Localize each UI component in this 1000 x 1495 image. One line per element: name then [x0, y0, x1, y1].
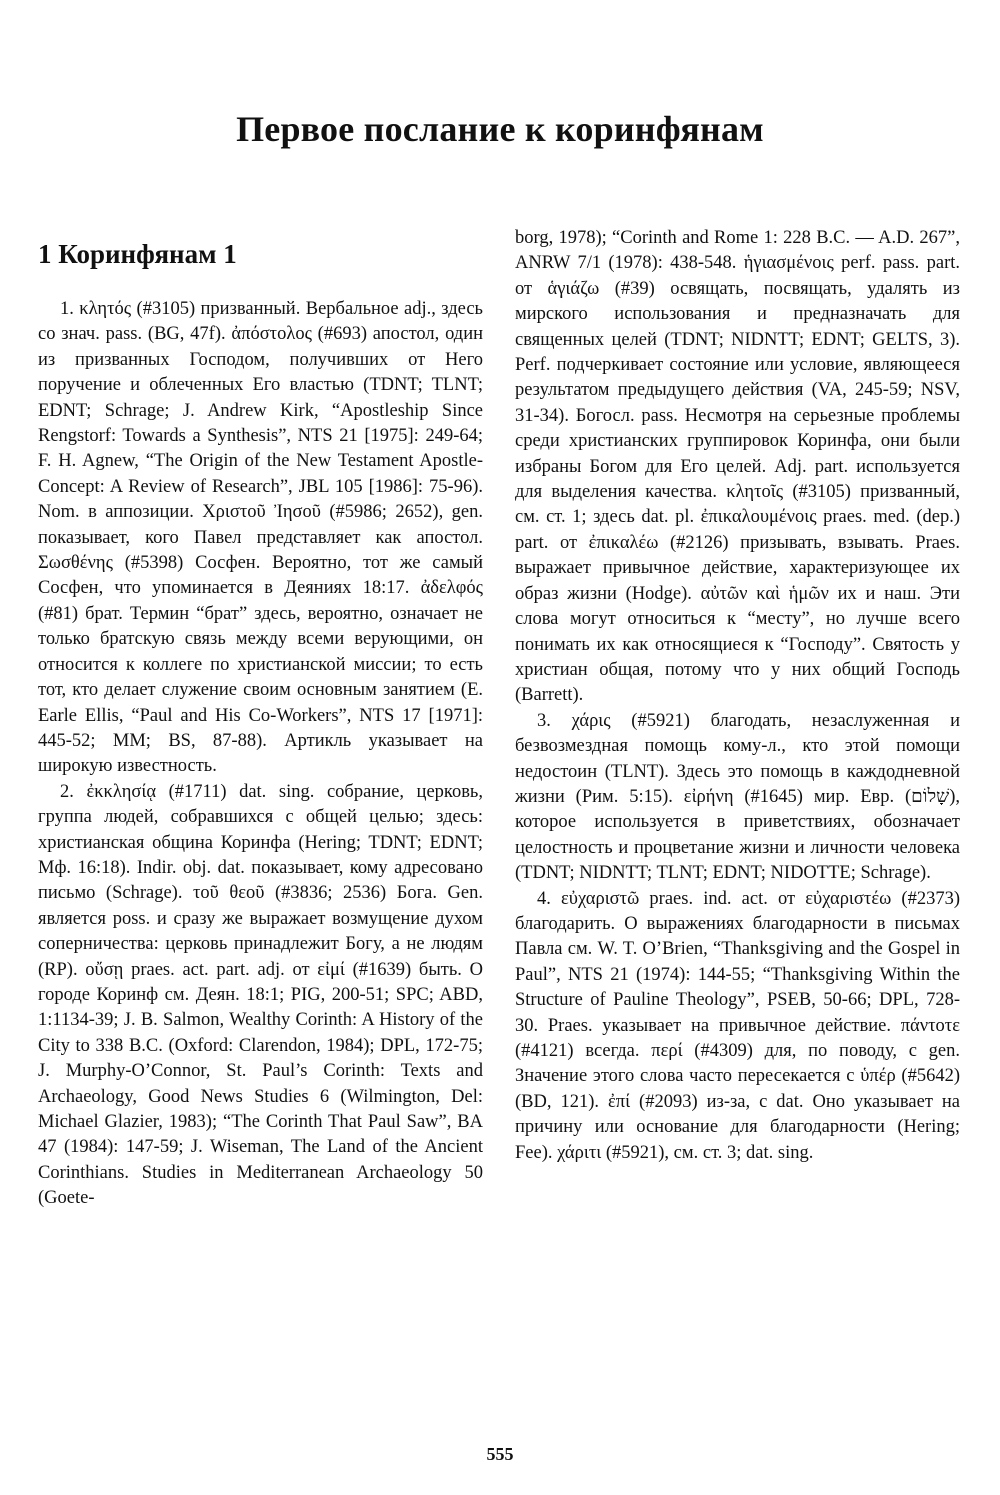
entry-verse-2-continued: borg, 1978); “Corinth and Rome 1: 228 B.C. — A.D. 267”, ANRW 7/1 (1978): 438-548. ἡγιασμένοις perf. pass. part. от ἁγιάζω (#39) освящать, посвящать, удалять из мирского использования и предназначать для священных целей (TDNT; NIDNTT; EDNT; GELTS, 3). Perf. подчеркивает состояние или условие, являющееся результатом предыдущего действия (VA, 245-59; NSV, 31-34). Богосл. pass. Несмотря на серьезные проблемы среди христианских группировок Коринфа, они были избраны Богом для Его целей. Adj. part. используется для выделения качества. κλητοῖς (#3105) призванный, см. ст. 1; здесь dat. pl. ἐπικαλουμένοις praes. med. (dep.) part. от ἐπικαλέω (#2126) призывать, взывать. Praes. выражает привычное действие, характеризующее их образ жизни (Hodge). αὐτῶν καὶ ἡμῶν их и наш. Эти слова могут относиться к “месту”, но лучше всего понимать их как относящиеся к “Господу”. Святость у христиан общая, потому что у них общий Господь (Barrett).: [515, 228, 960, 706]
page-number: 555: [486, 1444, 514, 1464]
entry-verse-4: 4. εὐχαριστῶ praes. ind. act. от εὐχαριστέω (#2373) благодарить. О выражениях благодарности в письмах Павла см. W. T. O’Brien, “Thanksgiving and the Gospel in Paul”, NTS 21 (1974): 144-55; “Thanksgiving Within the Structure of Pauline Theology”, PSEB, 50-66; DPL, 728-30. Praes. указывает на привычное действие. πάντοτε (#4121) всегда. περί (#4309) для, по поводу, с gen. Значение этого слова часто пересекается с ὑπέρ (#5642)(BD, 121). ἐπί (#2093) из-за, с dat. Оно указывает на причину или основание для благодарности (Hering; Fee). χάριτι (#5921), см. ст. 3; dat. sing.: [515, 888, 960, 1163]
chapter-heading: 1 Коринфянам 1: [38, 239, 237, 269]
left-column: [38, 226, 483, 1212]
entry-verse-1: 1. κλητός (#3105) призванный. Вербальное adj., здесь со знач. pass. (BG, 47f). ἀπόστολος (#693) апостол, один из призванных Господом, получивших от Него поручение и облеченных Его властью (TDNT; TLNT; EDNT; Schrage; J. Andrew Kirk, “Apostleship Since Rengstorf: Towards a Synthesis”, NTS 21 [1975]: 249-64; F. H. Agnew, “The Origin of the New Testament Apostle-Concept: A Review of Research”, JBL 105 [1986]: 75-96). Nom. в аппозиции. Χριστοῦ Ἰησοῦ (#5986; 2652), gen. показывает, кого Павел представляет как апостол. Σωσθένης (#5398) Сосфен. Вероятно, тот же самый Сосфен, что упоминается в Деяниях 18:17. ἀδελφός (#81) брат. Термин “брат” здесь, вероятно, означает не только братскую связь между всеми верующими, он относится к коллеге по христианской миссии; то есть тот, кто делает служение своим основным занятием (E. Earle Ellis, “Paul and His Co-Workers”, NTS 17 [1971]: 445-52; MM; BS, 87-88). Артикль указывает на широкую известность.: [38, 299, 483, 777]
entry-verse-3: 3. χάρις (#5921) благодать, незаслуженная и безвозмездная помощь кому-л., кто этой помощи недостоин (TLNT). Здесь это помощь в каждодневной жизни (Рим. 5:15). εἰρήνη (#1645) мир. Евр. (שָׁלוֹם), которое используется в приветствиях, обозначает целостность и процветание жизни и личности человека (TDNT; NIDNTT; TLNT; EDNT; NIDOTTE; Schrage).: [515, 710, 960, 884]
page-title: Первое послание к коринфянам: [236, 109, 764, 149]
right-column: [515, 226, 960, 1166]
entry-verse-2: 2. ἐκκλησίᾳ (#1711) dat. sing. собрание, церковь, группа людей, собравшихся с общей целью; здесь: христианская община Коринфа (Hering; TDNT; EDNT; Мф. 16:18). Indir. obj. dat. показывает, кому адресовано письмо (Schrage). τοῦ θεοῦ (#3836; 2536) Бога. Gen. является poss. и сразу же выражает возмущение духом соперничества: церковь принадлежит Богу, а не людям (RP). οὔσῃ praes. act. part. adj. от εἰμί (#1639) быть. О городе Коринф см. Деян. 18:1; PIG, 200-51; SPC; ABD, 1:1134-39; J. B. Salmon, Wealthy Corinth: A History of the City to 338 B.C. (Oxford: Clarendon, 1984); DPL, 172-75; J. Murphy-O’Connor, St. Paul’s Corinth: Texts and Archaeology, Good News Studies 6 (Wilmington, Del: Michael Glazier, 1983); “The Corinth That Paul Saw”, BA 47 (1984): 147-59; J. Wiseman, The Land of the Ancient Corinthians. Studies in Mediterranean Archaeology 50 (Goete-: [38, 781, 483, 1209]
